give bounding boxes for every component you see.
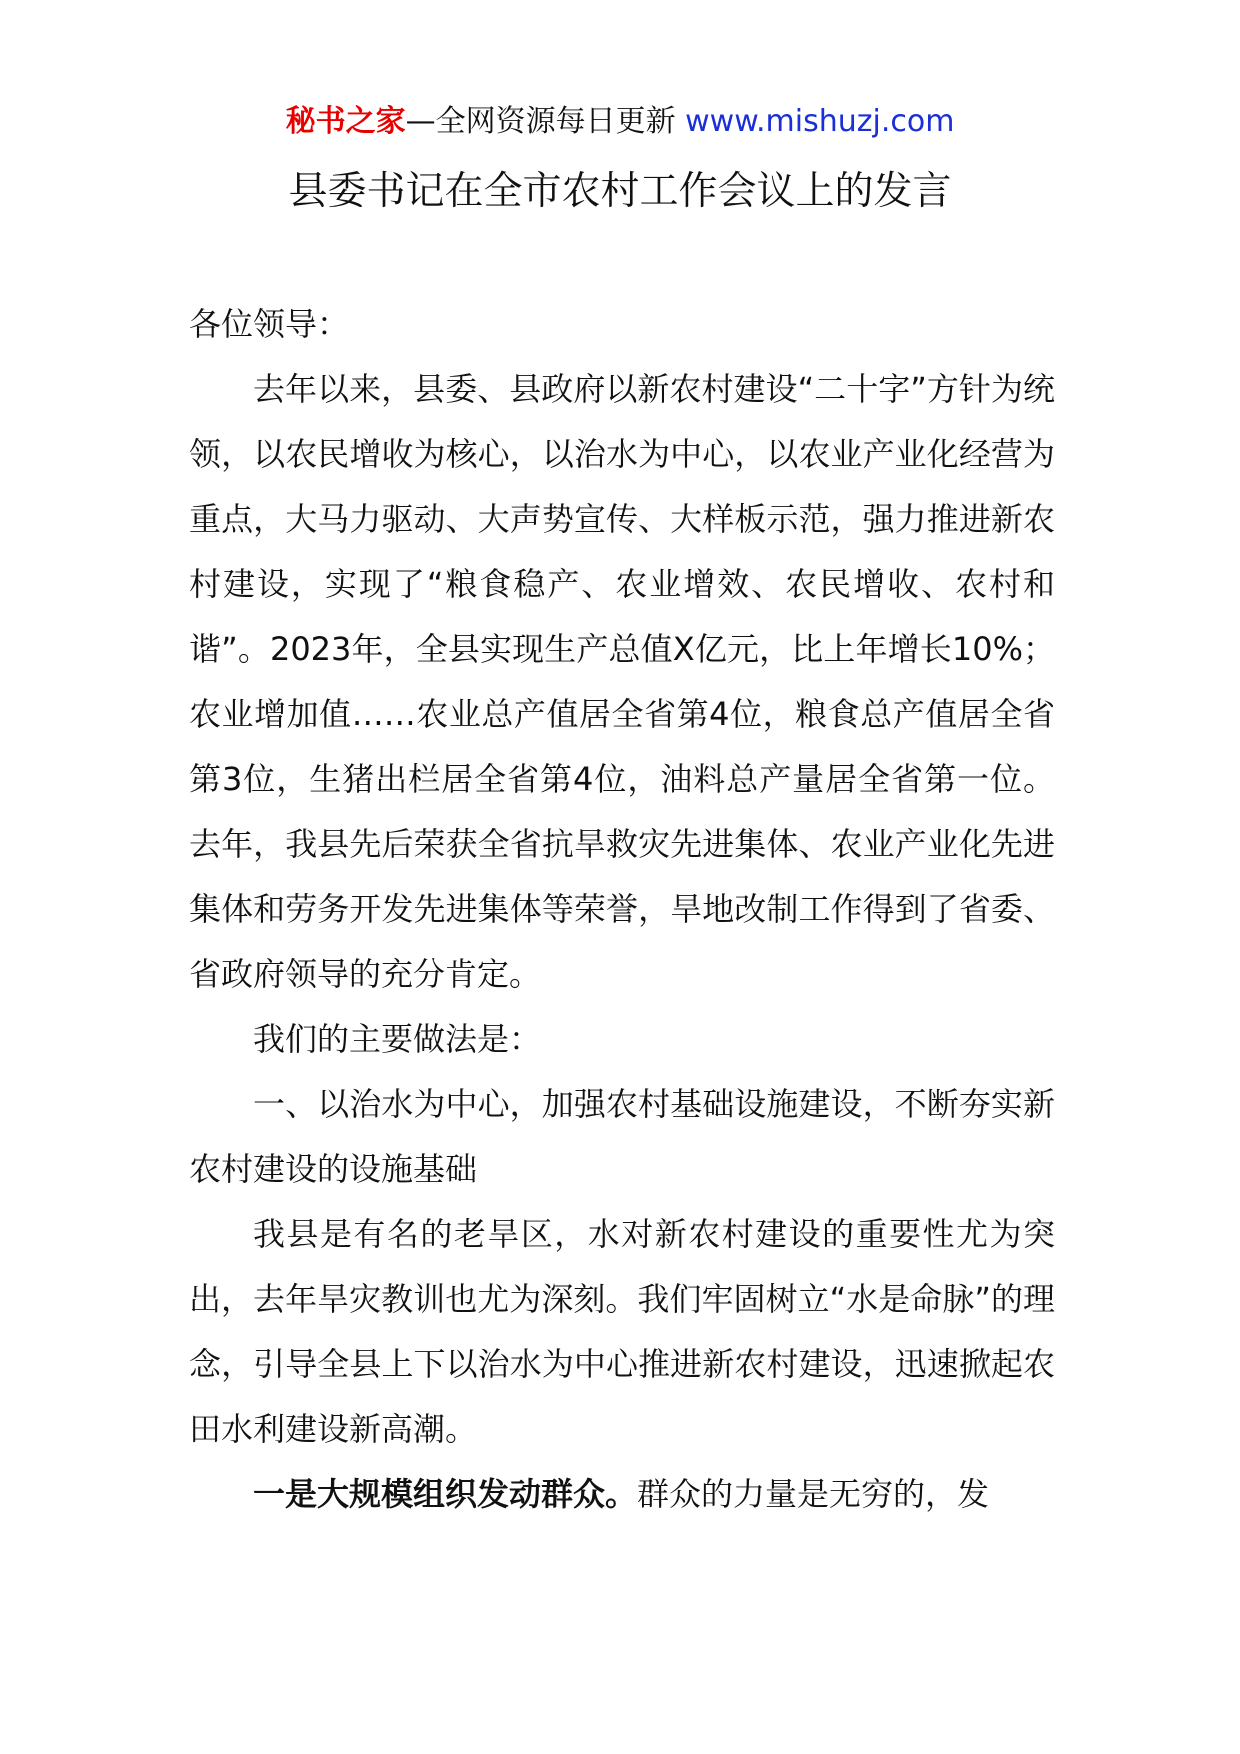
- section-heading: 一、以治水为中心，加强农村基础设施建设，不断夯实新农村建设的设施基础: [189, 1085, 1055, 1188]
- paragraph: [189, 1462, 1055, 1527]
- site-header: [0, 100, 1240, 144]
- paragraph: 我们的主要做法是：: [253, 1020, 542, 1058]
- document-title: 县委书记在全市农村工作会议上的发言: [288, 169, 952, 214]
- site-url-link[interactable]: www.mishuzj.com: [685, 104, 955, 139]
- salutation: 各位领导：: [189, 305, 350, 343]
- paragraph-text: 群众的力量是无穷的，发: [637, 1475, 990, 1513]
- paragraph-bold-lead: 一是大规模组织发动群众。: [253, 1475, 638, 1513]
- paragraph: 去年以来，县委、县政府以新农村建设“二十字”方针为统领，以农民增收为核心，以治水为中心，以农业产业化经营为重点，大马力驱动、大声势宣传、大样板示范，强力推进新农村建设，实现了“粮食稳产、农业增效、农民增收、农村和谐”。2023年，全县实现生产总值X亿元，比上年增长10%；农业增加值……农业总产值居全省第4位，粮食总产值居全省第3位，生猪出栏居全省第4位，油料总产量居全省第一位。去年，我县先后荣获全省抗旱救灾先进集体、农业产业化先进集体和劳务开发先进集体等荣誉，旱地改制工作得到了省委、省政府领导的充分肯定。: [189, 370, 1055, 993]
- document-body: [189, 292, 1055, 1527]
- site-brand: 秘书之家: [285, 104, 406, 139]
- site-slogan: —全网资源每日更新: [405, 104, 686, 139]
- paragraph: 我县是有名的老旱区，水对新农村建设的重要性尤为突出，去年旱灾教训也尤为深刻。我们牢固树立“水是命脉”的理念，引导全县上下以治水为中心推进新农村建设，迅速掀起农田水利建设新高潮。: [189, 1215, 1055, 1448]
